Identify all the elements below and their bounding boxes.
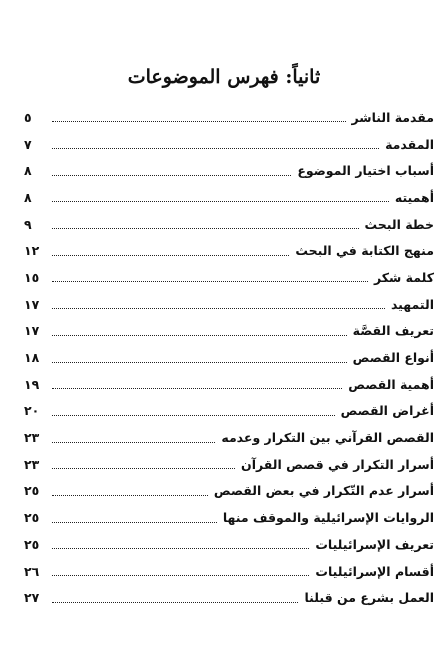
toc-entry-page-number: ١٨: [24, 350, 40, 366]
toc-entry-label: أسرار التكرار في قصص القرآن: [241, 456, 434, 472]
toc-entry-label: خطة البحث: [364, 216, 434, 232]
toc-entry: [24, 584, 434, 611]
toc-entry-label: مقدمة الناشر: [351, 109, 434, 125]
toc-entry-page-number: ٢٥: [24, 483, 40, 499]
toc-entry-label: أسرار عدم التّكرار في بعض القصص: [213, 483, 434, 499]
toc-entry-label: أسباب اختيار الموضوع: [297, 163, 434, 179]
toc-entry: [24, 451, 434, 478]
dot-leader: [52, 120, 346, 122]
dot-leader: [52, 521, 217, 523]
toc-entry-label: العمل بشرع من قبلنا: [304, 590, 434, 606]
toc-entry: [24, 424, 434, 451]
dot-leader: [52, 307, 385, 309]
toc-entry-label: التمهيد: [390, 296, 434, 312]
dot-leader: [52, 547, 309, 549]
toc-entry-page-number: ٢٥: [24, 536, 40, 552]
toc-entry-page-number: ١٢: [24, 243, 40, 259]
dot-leader: [52, 174, 291, 176]
toc-entry: [24, 478, 434, 505]
toc-entry: [24, 504, 434, 531]
toc-entry: [24, 211, 434, 238]
toc-entry-label: تعريف القصَّة: [352, 323, 434, 339]
dot-leader: [52, 227, 359, 229]
toc-entry: [24, 157, 434, 184]
toc-entry: [24, 264, 434, 291]
dot-leader: [52, 494, 208, 496]
toc-entry-page-number: ١٧: [24, 296, 40, 312]
toc-entry-page-number: ٧: [24, 136, 32, 152]
dot-leader: [52, 574, 309, 576]
toc-entry-label: أنواع القصص: [352, 350, 434, 366]
toc-entry: [24, 558, 434, 585]
dot-leader: [52, 441, 215, 443]
dot-leader: [52, 147, 379, 149]
toc-entry-page-number: ٩: [24, 216, 32, 232]
toc-entry-label: تعريف الإسرائيليات: [315, 536, 434, 552]
toc-entry-page-number: ١٩: [24, 376, 40, 392]
toc-entry: [24, 237, 434, 264]
toc-entry-label: القصص القرآني بين التكرار وعدمه: [221, 430, 434, 446]
dot-leader: [52, 387, 342, 389]
toc-entry-page-number: ٥: [24, 109, 32, 125]
toc-entry-label: أهمية القصص: [348, 376, 434, 392]
dot-leader: [52, 361, 347, 363]
dot-leader: [52, 254, 289, 256]
toc-entry-label: كلمة شكر: [373, 269, 434, 285]
dot-leader: [52, 334, 347, 336]
page-title: ثانياً: فهرس الموضوعات: [127, 66, 321, 88]
toc-entry-label: المقدمة: [385, 136, 434, 152]
toc-entry-label: أقسام الإسرائيليات: [315, 563, 434, 579]
toc-entry: [24, 318, 434, 345]
toc-entry-page-number: ١٥: [24, 269, 40, 285]
toc-entry-page-number: ٢٣: [24, 430, 40, 446]
toc-entry-label: الروايات الإسرائيلية والموقف منها: [222, 510, 434, 526]
toc-entry-page-number: ٢٣: [24, 456, 40, 472]
dot-leader: [52, 280, 368, 282]
dot-leader: [52, 601, 298, 603]
toc-entry: [24, 371, 434, 398]
toc-entry-page-number: ٨: [24, 189, 32, 205]
toc-entry-page-number: ٢٧: [24, 590, 40, 606]
table-of-contents: [24, 104, 434, 611]
toc-entry-label: أغراض القصص: [340, 403, 434, 419]
toc-entry: [24, 398, 434, 425]
toc-entry-page-number: ٨: [24, 163, 32, 179]
toc-entry: [24, 344, 434, 371]
toc-entry: [24, 531, 434, 558]
toc-entry-label: منهج الكتابة في البحث: [295, 243, 434, 259]
toc-entry-page-number: ٢٥: [24, 510, 40, 526]
toc-entry: [24, 131, 434, 158]
toc-entry-label: أهميته: [394, 189, 434, 205]
dot-leader: [52, 414, 335, 416]
toc-entry: [24, 184, 434, 211]
toc-entry-page-number: ١٧: [24, 323, 40, 339]
toc-entry-page-number: ٢٠: [24, 403, 40, 419]
toc-entry-page-number: ٢٦: [24, 563, 40, 579]
dot-leader: [52, 467, 235, 469]
toc-entry: [24, 291, 434, 318]
toc-entry: [24, 104, 434, 131]
dot-leader: [52, 200, 389, 202]
